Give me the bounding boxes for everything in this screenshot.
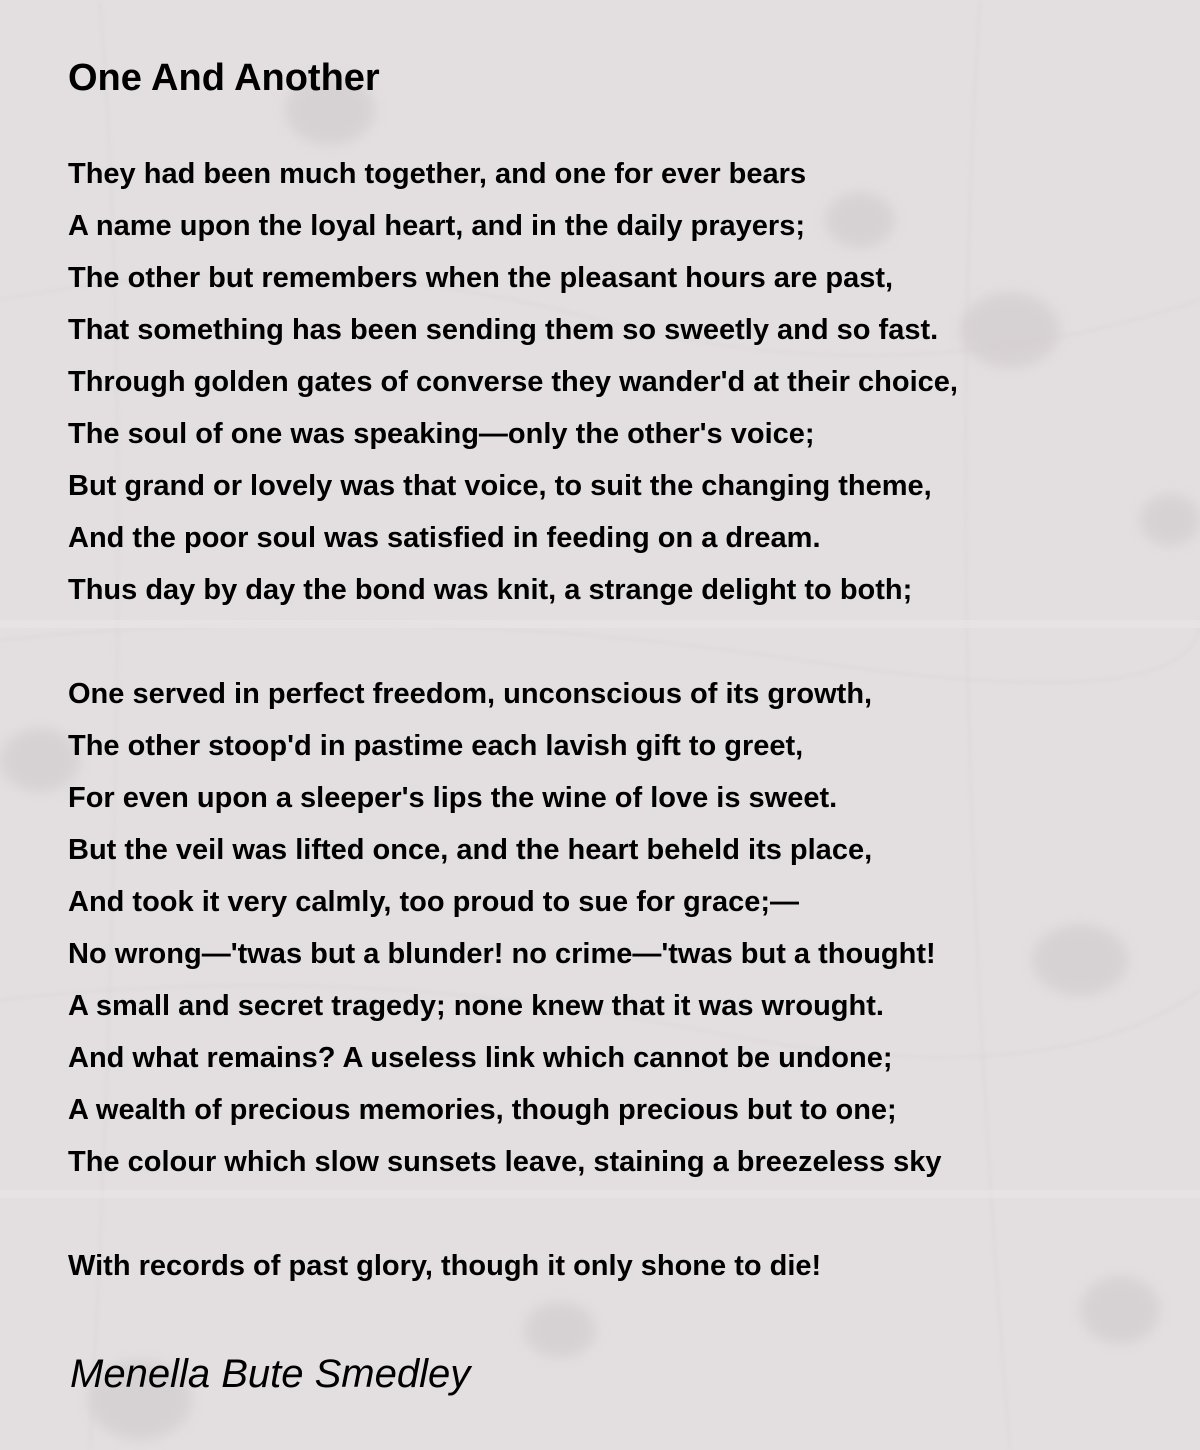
poem-line: One served in perfect freedom, unconscious of its growth,	[68, 678, 873, 710]
poem-line: And took it very calmly, too proud to sue for grace;—	[68, 886, 800, 918]
poem-title: One And Another	[68, 57, 380, 99]
poem-line: The other stoop'd in pastime each lavish gift to greet,	[68, 730, 804, 762]
poem-line: They had been much together, and one for ever bears	[68, 158, 807, 190]
poem-line: The soul of one was speaking—only the other's voice;	[68, 418, 815, 450]
poem-line: And the poor soul was satisfied in feeding on a dream.	[68, 522, 821, 554]
poem-line: A small and secret tragedy; none knew that it was wrought.	[68, 990, 884, 1022]
poem-line: But the veil was lifted once, and the heart beheld its place,	[68, 834, 873, 866]
poem-line: Thus day by day the bond was knit, a strange delight to both;	[68, 574, 913, 606]
stanza-1	[68, 148, 958, 616]
poem-line: No wrong—'twas but a blunder! no crime—'twas but a thought!	[68, 938, 936, 970]
stanza-3	[68, 1240, 821, 1292]
poem-line: For even upon a sleeper's lips the wine of love is sweet.	[68, 782, 838, 814]
poem-author: Menella Bute Smedley	[70, 1352, 471, 1396]
poem-line: And what remains? A useless link which cannot be undone;	[68, 1042, 893, 1074]
poem-line: The colour which slow sunsets leave, staining a breezeless sky	[68, 1146, 942, 1178]
poem-line: With records of past glory, though it only shone to die!	[68, 1250, 822, 1282]
stanza-2	[68, 668, 942, 1188]
poem-line: The other but remembers when the pleasant hours are past,	[68, 262, 894, 294]
poem-line: That something has been sending them so sweetly and so fast.	[68, 314, 939, 346]
poem-line: A name upon the loyal heart, and in the daily prayers;	[68, 210, 805, 242]
poem-line: Through golden gates of converse they wander'd at their choice,	[68, 366, 958, 398]
poem-line: A wealth of precious memories, though precious but to one;	[68, 1094, 897, 1126]
poem-line: But grand or lovely was that voice, to suit the changing theme,	[68, 470, 932, 502]
